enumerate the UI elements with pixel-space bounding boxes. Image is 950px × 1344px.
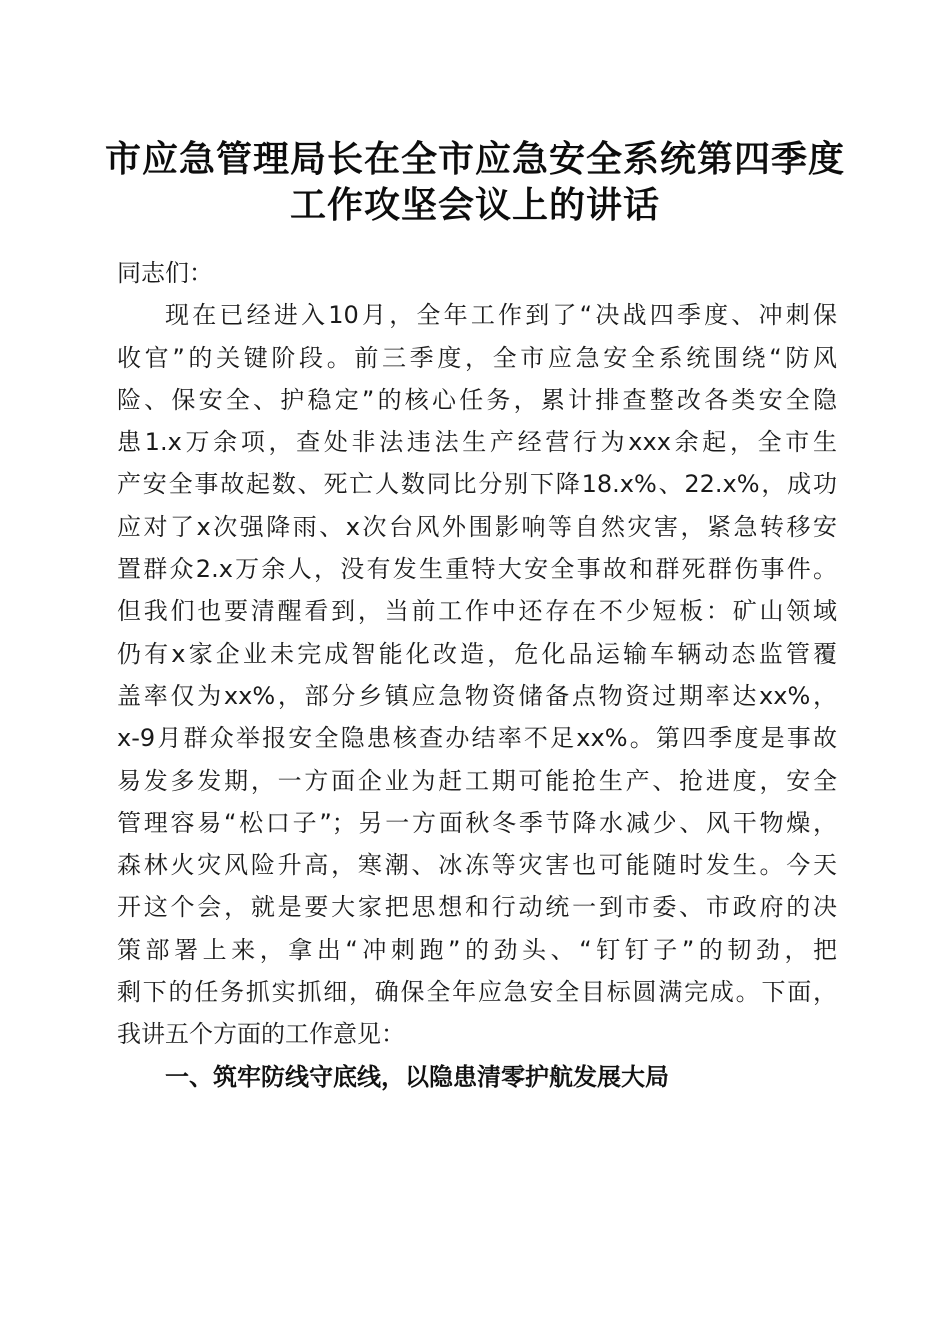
salutation: 同志们： [117, 259, 213, 287]
paragraph-line: 应对了x次强降雨、x次台风外围影响等自然灾害，紧急转移安 [117, 512, 837, 541]
paragraph-line: 现在已经进入10月，全年工作到了“决战四季度、冲刺保 [165, 301, 837, 330]
paragraph-line: 易发多发期，一方面企业为赶工期可能抢生产、抢进度，安全 [117, 766, 837, 795]
paragraph-line: 策部署上来，拿出“冲刺跑”的劲头、“钉钉子”的韧劲，把 [117, 935, 837, 964]
paragraph-line: 患1.x万余项，查处非法违法生产经营行为xxx余起，全市生 [117, 428, 837, 457]
title-line-1: 市应急管理局长在全市应急安全系统第四季度 [104, 138, 845, 180]
paragraph-line: 盖率仅为xx%，部分乡镇应急物资储备点物资过期率达xx%， [117, 681, 837, 710]
paragraph-line: x-9月群众举报安全隐患核查办结率不足xx%。第四季度是事故 [117, 724, 837, 753]
paragraph-line: 开这个会，就是要大家把思想和行动统一到市委、市政府的决 [117, 893, 837, 922]
paragraph-line: 置群众2.x万余人，没有发生重特大安全事故和群死群伤事件。 [117, 555, 837, 584]
paragraph-line: 森林火灾风险升高，寒潮、冰冻等灾害也可能随时发生。今天 [117, 851, 837, 880]
paragraph-line: 剩下的任务抓实抓细，确保全年应急安全目标圆满完成。下面， [117, 978, 837, 1007]
paragraph-line: 产安全事故起数、死亡人数同比分别下降18.x%、22.x%，成功 [117, 470, 837, 499]
title-line-2: 工作攻坚会议上的讲话 [289, 184, 660, 226]
paragraph-line: 仍有x家企业未完成智能化改造，危化品运输车辆动态监管覆 [117, 639, 837, 668]
paragraph-line: 我讲五个方面的工作意见： [117, 1020, 405, 1049]
paragraph-line: 收官”的关键阶段。前三季度，全市应急安全系统围绕“防风 [117, 343, 837, 372]
opening-paragraph [117, 294, 837, 1055]
document-title [100, 136, 850, 228]
paragraph-line: 但我们也要清醒看到，当前工作中还存在不少短板：矿山领域 [117, 597, 837, 626]
paragraph-line: 管理容易“松口子”；另一方面秋冬季节降水减少、风干物燥， [117, 808, 837, 837]
document-body [117, 252, 837, 1098]
section-heading: 一、筑牢防线守底线，以隐患清零护航发展大局 [165, 1062, 669, 1091]
paragraph-line: 险、保安全、护稳定”的核心任务，累计排查整改各类安全隐 [117, 385, 837, 414]
